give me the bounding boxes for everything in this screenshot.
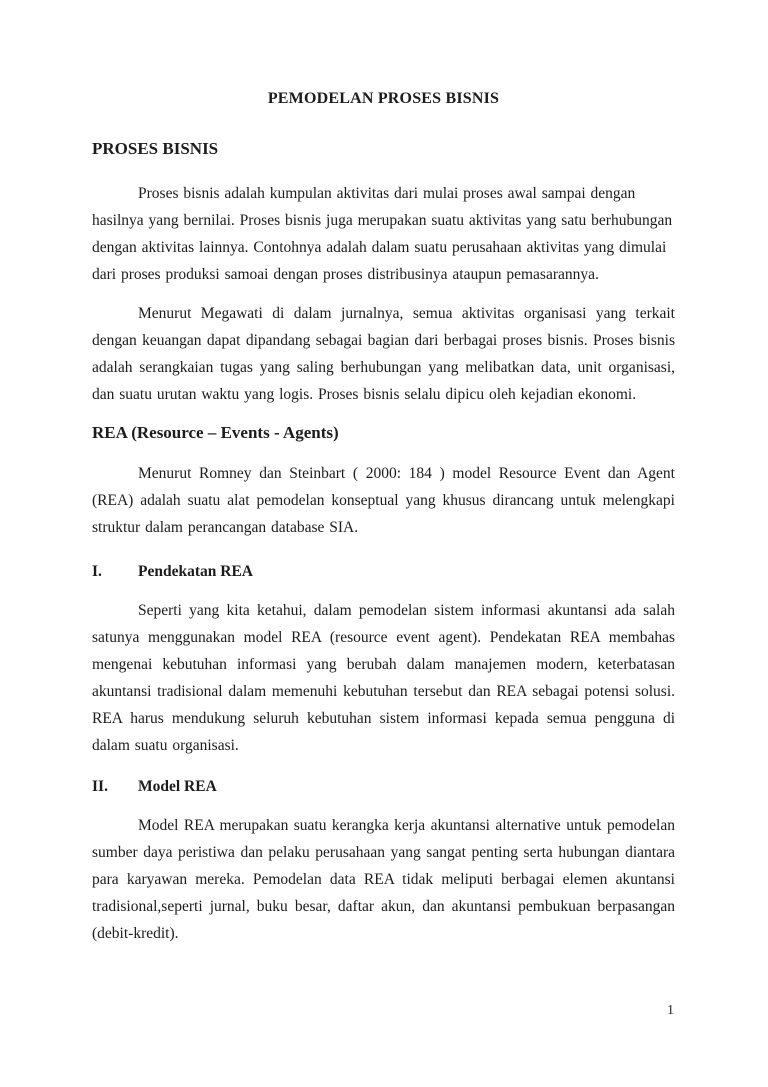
section-heading-pendekatan-rea <box>92 561 675 583</box>
heading-rea: REA (Resource – Events - Agents) <box>92 423 339 442</box>
list-numeral-1: I. <box>92 563 102 580</box>
paragraph-proses-bisnis-2: Menurut Megawati di dalam jurnalnya, semua aktivitas organisasi yang terkait dengan keuangan dapat dipandang sebagai bagian dari berbagai proses bisnis. Proses bisnis adalah serangkaian tugas yang saling berhubungan yang melibatkan data, unit organisasi, dan suatu urutan waktu yang logis. Proses bisnis selalu dipicu oleh kejadian ekonomi. <box>92 305 675 403</box>
list-title-pendekatan-rea: Pendekatan REA <box>138 563 253 580</box>
heading-proses-bisnis: PROSES BISNIS <box>92 139 219 158</box>
paragraph-proses-bisnis-1: Proses bisnis adalah kumpulan aktivitas dari mulai proses awal sampai dengan hasilnya yang bernilai. Proses bisnis juga merupakan suatu aktivitas yang satu berhubungan dengan aktivitas lainnya. Contohnya adalah dalam suatu perusahaan aktivitas yang dimulai dari proses produksi samoai dengan proses distribusinya ataupun pemasarannya. <box>92 185 673 283</box>
document-title: PEMODELAN PROSES BISNIS <box>267 90 500 107</box>
paragraph-model-rea: Model REA merupakan suatu kerangka kerja akuntansi alternative untuk pemodelan sumber daya peristiwa dan pelaku perusahaan yang sangat penting serta hubungan diantara para karyawan mereka. Pemodelan data REA tidak meliputi berbagai elemen akuntansi tradisional,seperti jurnal, buku besar, daftar akun, dan akuntansi pembukuan berpasangan (debit-kredit). <box>92 817 675 942</box>
list-title-model-rea: Model REA <box>138 778 217 795</box>
paragraph-rea: Menurut Romney dan Steinbart ( 2000: 184 ) model Resource Event dan Agent (REA) adalah suatu alat pemodelan konseptual yang khusus dirancang untuk melengkapi struktur dalam perancangan database SIA. <box>92 465 675 536</box>
paragraph-pendekatan-rea: Seperti yang kita ketahui, dalam pemodelan sistem informasi akuntansi ada salah satunya menggunakan model REA (resource event agent). Pendekatan REA membahas mengenai kebutuhan informasi yang berubah dalam manajemen modern, keterbatasan akuntansi tradisional dalam memenuhi kebutuhan tersebut dan REA sebagai potensi solusi. REA harus mendukung seluruh kebutuhan sistem informasi kepada semua pengguna di dalam suatu organisasi. <box>92 602 675 754</box>
list-numeral-2: II. <box>92 778 108 795</box>
section-heading-model-rea <box>92 776 675 798</box>
page-number: 1 <box>667 1003 674 1018</box>
